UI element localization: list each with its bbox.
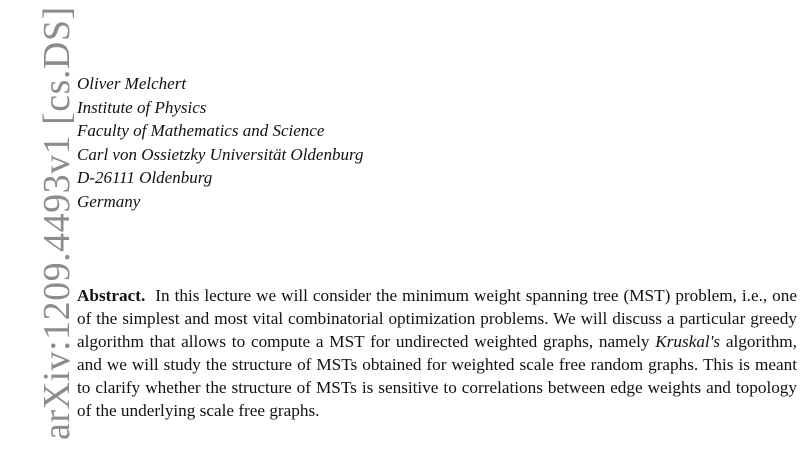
author-name: Oliver Melchert [77, 74, 187, 93]
arxiv-sidebar [0, 0, 78, 450]
abstract-text-part-2: algorithm, and we will study the structure of MSTs obtained for weighted scale free random graphs. This is meant to clarify whether the structure of MSTs is sensitive to correlations between edge weights and topology of the underlying scale free graphs. [77, 332, 797, 421]
affiliation-country: Germany [77, 191, 141, 211]
author-affiliation-block [77, 72, 363, 214]
affiliation-institute: Institute of Physics [77, 97, 207, 117]
abstract-paragraph [77, 284, 797, 423]
abstract-heading: Abstract. [77, 286, 146, 305]
affiliation-postal-city: D-26111 Oldenburg [77, 168, 213, 188]
abstract-text-part-1: In this lecture we will consider the minimum weight spanning tree (MST) problem, i.e., one of the simplest and most vital combinatorial optimization problems. We will discuss a particular greedy algorithm that allows to compute a MST for undirected weighted graphs, namely [77, 286, 797, 352]
arxiv-identifier: arXiv:1209.4493v1 [cs.DS] [36, 6, 78, 440]
affiliation-faculty: Faculty of Mathematics and Science [77, 121, 325, 141]
abstract-emphasis-kruskal: Kruskal's [655, 332, 721, 352]
affiliation-university: Carl von Ossietzky Universität Oldenburg [77, 144, 364, 164]
